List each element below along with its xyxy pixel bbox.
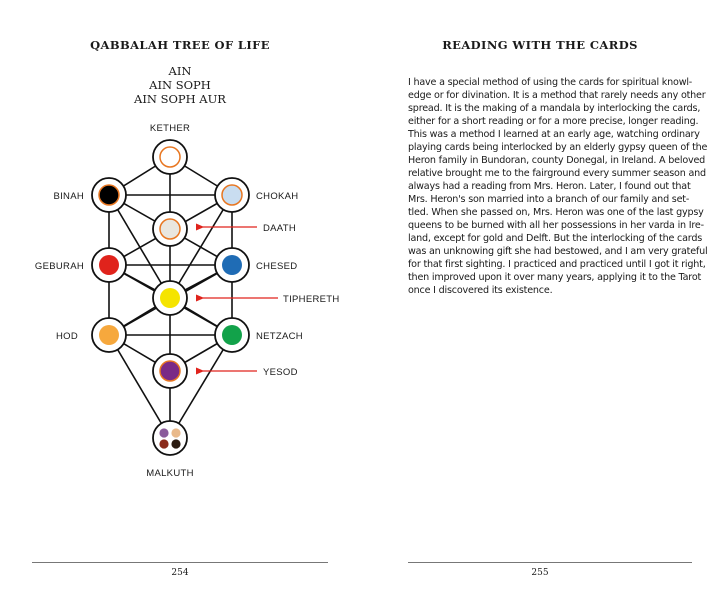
body-line: Heron family in Bundoran, county Donegal, in Ireland. A beloved xyxy=(408,155,706,166)
sephira-chokah xyxy=(215,178,249,212)
sephira-binah xyxy=(92,178,126,212)
chokah-label: CHOKAH xyxy=(256,191,299,202)
body-line: for that first sighting. I practiced and practiced until I got it right, xyxy=(408,259,706,270)
body-line: relative brought me to the fairground every summer season and xyxy=(408,168,706,179)
right-footer-rule xyxy=(408,562,692,563)
tree-of-life-diagram xyxy=(0,0,360,560)
geburah-label: GEBURAH xyxy=(34,261,84,272)
sephira-netzach xyxy=(215,318,249,352)
sephira-yesod xyxy=(153,354,187,388)
ain-soph-aur-line: AIN SOPH AUR xyxy=(134,92,226,106)
body-line: playing cards being interlocked by an elderly gypsy queen of the xyxy=(408,142,708,153)
kether-label: KETHER xyxy=(149,123,191,134)
ain-line: AIN xyxy=(168,64,192,78)
left-footer-rule xyxy=(32,562,328,563)
sephira-tiphereth xyxy=(153,281,187,315)
body-line: once I discovered its existence. xyxy=(408,285,553,296)
malkuth-label: MALKUTH xyxy=(146,468,194,479)
body-line: I have a special method of using the cards for spiritual knowl- xyxy=(408,77,693,88)
body-line: always had a reading from Mrs. Heron. Later, I found out that xyxy=(408,181,691,192)
body-paragraph xyxy=(408,76,708,297)
ain-soph-line: AIN SOPH xyxy=(149,78,211,92)
sephira-daath xyxy=(153,212,187,246)
body-line: edge or for divination. It is a method that rarely needs any other xyxy=(408,90,706,101)
daath-label: DAATH xyxy=(263,223,296,234)
sephira-kether xyxy=(153,140,187,174)
left-page-title: QABBALAH TREE OF LIFE xyxy=(90,38,270,52)
body-line: either for a short reading or for a more precise, longer reading. xyxy=(408,116,699,127)
sephira-chesed xyxy=(215,248,249,282)
left-page-number: 254 xyxy=(171,568,189,578)
body-line: then improved upon it over many years, applying it to the Tarot xyxy=(408,272,702,283)
sephira-malkuth xyxy=(153,421,187,455)
right-page-number: 255 xyxy=(531,568,549,578)
body-line: queens to be burned with all her possessions in her varda in Ire- xyxy=(408,220,704,231)
body-line: This was a method I learned at an early age, watching ordinary xyxy=(408,129,700,140)
tiphereth-label: TIPHERETH xyxy=(283,294,340,305)
sephira-geburah xyxy=(92,248,126,282)
body-line: spread. It is the making of a mandala by interlocking the cards, xyxy=(408,103,701,114)
right-page xyxy=(360,0,720,593)
body-line: Mrs. Heron's son married into a branch of our family and set- xyxy=(408,194,690,205)
body-line: was an unknowing gift she had bestowed, and I am very grateful xyxy=(408,246,708,257)
yesod-label: YESOD xyxy=(263,367,298,378)
sephira-hod xyxy=(92,318,126,352)
chesed-label: CHESED xyxy=(256,261,298,272)
netzach-label: NETZACH xyxy=(256,331,303,342)
right-page-title: READING WITH THE CARDS xyxy=(442,38,638,52)
body-line: land, except for gold and Delft. But the interlocking of the cards xyxy=(408,233,703,244)
body-line: tled. When she passed on, Mrs. Heron was one of the last gypsy xyxy=(408,207,704,218)
binah-label: BINAH xyxy=(53,191,84,202)
hod-label: HOD xyxy=(55,331,78,342)
